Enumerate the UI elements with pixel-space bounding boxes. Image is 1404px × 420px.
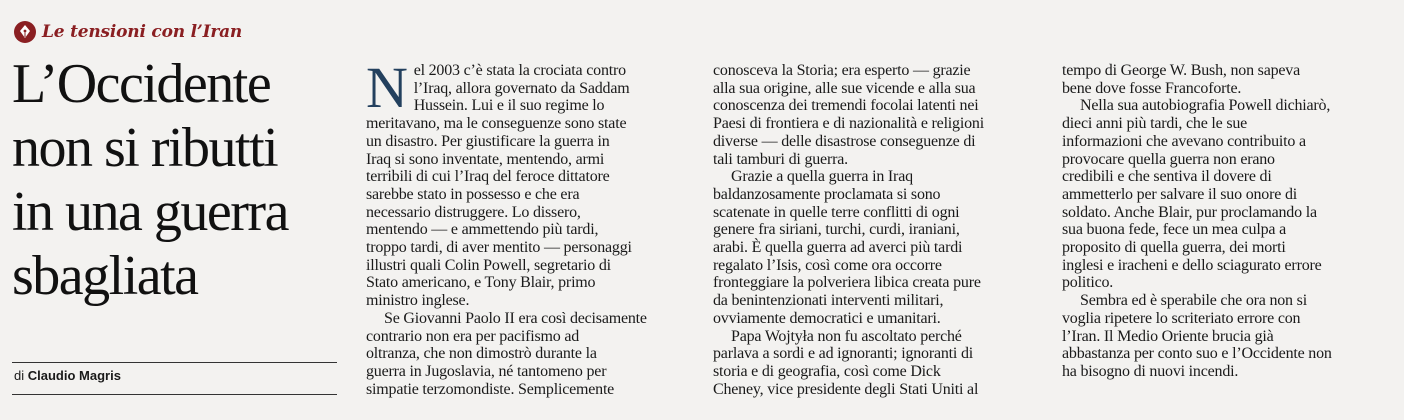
article-text-line: Hussein. Lui e il suo regime lo (413, 97, 605, 115)
article-text-line: ammetterlo per salvare il suo onore di (1062, 185, 1297, 203)
article-text-line: da benintenzionati interventi militari, (713, 292, 944, 310)
article-text-line: Se Giovanni Paolo II era così decisamente (384, 309, 647, 327)
article-text-line: proposito di quella guerra, dei morti (1062, 239, 1286, 257)
article-text-line: scatenate in quelle terre conflitti di ogni (713, 203, 960, 221)
article-column-3 (1062, 62, 1392, 381)
article-text-line: Stato americano, e Tony Blair, primo (366, 274, 596, 292)
headline-line: L’Occidente (12, 53, 271, 115)
headline-line: sbagliata (12, 245, 198, 307)
article-text-line: necessario distruggere. Lo dissero, (366, 203, 581, 221)
article-text-line: inglesi e iracheni e dello sciagurato errore (1062, 256, 1322, 274)
article-text-line: arabi. È quella guerra ad averci più tardi (713, 239, 963, 257)
article-text-line: storia e di geografia, così come Dick (713, 362, 941, 380)
article-text-line: mentendo — e ammettendo più tardi, (366, 221, 599, 239)
article-headline (12, 52, 342, 308)
article-text-line: sua buona fede, fece un mea culpa a (1062, 221, 1286, 239)
article-text-line: politico. (1062, 274, 1114, 292)
article-text-line: oltranza, che non dimostrò durante la (366, 345, 597, 363)
headline-line: in una guerra (12, 181, 288, 243)
article-text-line: tempo di George W. Bush, non sapeva (1062, 62, 1301, 79)
article-text-line: informazioni che avevano contribuito a (1062, 132, 1306, 150)
article-text-line: illustri quali Colin Powell, segretario di (366, 256, 611, 274)
article-text-line: ha bisogno di nuovi incendi. (1062, 362, 1239, 380)
article-text-line: dieci anni più tardi, che le sue (1062, 115, 1248, 133)
article-text-line: credibili e che sentiva il dovere di (1062, 168, 1272, 186)
article-text-line: conoscenza dei tremendi focolai latenti nei (713, 97, 979, 115)
article-text-line: contrario non era per pacifismo ad (366, 327, 580, 345)
kicker-label: Le tensioni con l’Iran (42, 22, 243, 42)
article-text-line: un disastro. Per giustificare la guerra in (366, 132, 610, 150)
article-text-line: meritavano, ma le conseguenze sono state (366, 115, 627, 133)
article-text-line: guerra in Jugoslavia, né tantomeno per (366, 362, 607, 380)
byline (14, 368, 121, 383)
article-text-line: genere fra siriani, turchi, curdi, iraniani, (713, 221, 960, 239)
article-column-1 (366, 55, 696, 398)
article-text-line: provocare quella guerra non erano (1062, 150, 1275, 168)
article-text-line: Iraq si sono inventate, mentendo, armi (366, 150, 605, 168)
article-text-line: el 2003 c’è stata la crociata contro (413, 62, 626, 79)
article-text-line: l’Iraq, allora governato da Saddam (413, 79, 630, 97)
article-text-line: tali tamburi di guerra. (713, 150, 848, 168)
drop-cap: N (366, 55, 408, 120)
headline-line: non si ributti (12, 117, 278, 179)
article-text-line: baldanzosamente proclamata si sono (713, 185, 941, 203)
article-text-line: Nella sua autobiografia Powell dichiarò, (1080, 97, 1331, 115)
article-text-line: ministro inglese. (366, 292, 470, 310)
article-text-line: simpatie terzomondiste. Semplicemente (366, 380, 615, 398)
article-text-line: abbastanza per conto suo e l’Occidente non (1062, 345, 1332, 363)
article-text-line: Papa Wojtyła non fu ascoltato perché (731, 327, 962, 345)
article-text-line: regalato l’Isis, così come ora occorre (713, 256, 942, 274)
article-text-line: sarebbe stato in possesso e che era (366, 185, 580, 203)
section-kicker (14, 20, 242, 44)
pen-nib-icon (14, 21, 36, 43)
article-text-line: troppo tardi, di aver mentito — personaggi (366, 239, 632, 257)
article-text-line: fronteggiare la polveriera libica creata pure (713, 274, 981, 292)
article-text-line: soldato. Anche Blair, pur proclamando la (1062, 203, 1317, 221)
article-text-line: diverse — delle disastrose conseguenze di (713, 132, 976, 150)
byline-divider-top (12, 362, 337, 363)
article-text-line: voglia ripetere lo scriteriato errore con (1062, 309, 1301, 327)
article-text-line: l’Iran. Il Medio Oriente brucia già (1062, 327, 1274, 345)
article-text-line: Sembra ed è sperabile che ora non si (1080, 292, 1307, 310)
article-text-line: Cheney, vice presidente degli Stati Uniti al (713, 380, 979, 398)
article-text-line: Paesi di frontiera e di nazionalità e religioni (713, 115, 984, 133)
author-name: Claudio Magris (27, 368, 121, 383)
article-text-line: parlava a sordi e ad ignoranti; ignoranti di (713, 345, 974, 363)
article-text-line: ovviamente democratici e umanitari. (713, 309, 941, 327)
article-text-line: conosceva la Storia; era esperto — grazie (713, 62, 971, 79)
article-text-line: alla sua origine, alle sue vicende e alla sua (713, 79, 976, 97)
byline-prefix: di (14, 368, 25, 383)
article-text-line: terribili di cui l’Iraq del feroce dittatore (366, 168, 610, 186)
article-text-line: bene dove fosse Francoforte. (1062, 79, 1242, 97)
article-text-line: Grazie a quella guerra in Iraq (731, 168, 913, 186)
article-column-2 (713, 62, 1043, 398)
byline-divider-bottom (12, 394, 337, 395)
